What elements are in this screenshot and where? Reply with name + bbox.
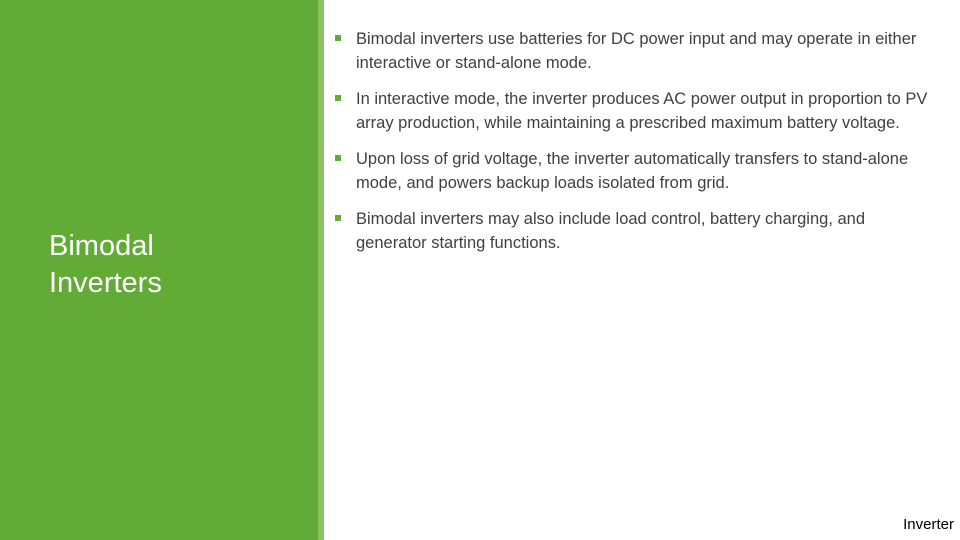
- bullet-item: [332, 147, 932, 195]
- slide-title: [49, 228, 309, 302]
- square-bullet-icon: [335, 95, 341, 101]
- slide-footer: Inverter: [903, 516, 954, 533]
- bullet-text: Bimodal inverters may also include load control, battery charging, and generator starting functions.: [356, 210, 866, 252]
- bullet-text: Upon loss of grid voltage, the inverter automatically transfers to stand-alone mode, and powers backup loads isolated from grid.: [356, 150, 909, 192]
- bullet-item: [332, 87, 932, 135]
- accent-stripe: [318, 0, 324, 540]
- bullet-text: In interactive mode, the inverter produces AC power output in proportion to PV array production, while maintaining a prescribed maximum battery voltage.: [356, 90, 928, 132]
- bullet-item: [332, 27, 932, 75]
- bullet-list: [332, 27, 932, 267]
- square-bullet-icon: [335, 155, 341, 161]
- slide-title-line: Inverters: [49, 267, 162, 299]
- square-bullet-icon: [335, 35, 341, 41]
- bullet-item: [332, 207, 932, 255]
- bullet-text: Bimodal inverters use batteries for DC power input and may operate in either interactive or stand-alone mode.: [356, 30, 917, 72]
- slide-title-line: Bimodal: [49, 230, 154, 262]
- square-bullet-icon: [335, 215, 341, 221]
